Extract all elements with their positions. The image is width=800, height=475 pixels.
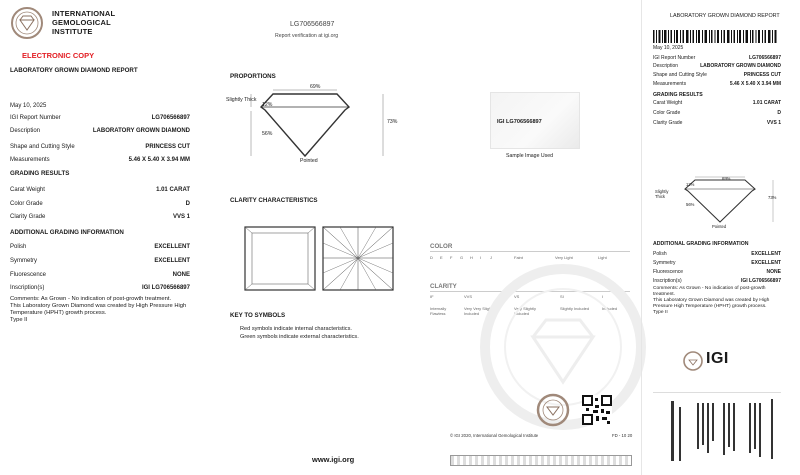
security-strip (450, 455, 632, 466)
rotated-stub-text-icon (653, 393, 781, 467)
right-crown-percent: 12% (686, 182, 695, 187)
additional-row (10, 284, 190, 292)
additional-row (10, 271, 190, 279)
crown-percent: 12% (262, 102, 273, 108)
right-detail-value: PRINCESS CUT (743, 72, 781, 78)
report-type-title: LABORATORY GROWN DIAMOND REPORT (10, 67, 138, 74)
right-date: May 10, 2025 (653, 45, 684, 51)
culet-label: Pointed (300, 158, 318, 164)
right-additional-value: EXCELLENT (751, 251, 781, 257)
right-additional-label: Symmetry (653, 260, 676, 266)
additional-value: EXCELLENT (154, 244, 190, 250)
website-url: www.igi.org (312, 455, 355, 464)
pavilion-percent: 56% (262, 131, 273, 137)
detail-row (10, 156, 190, 164)
clarity-desc: Slightly Included (560, 306, 590, 311)
color-letter: D (430, 255, 433, 260)
igi-logo-mark-icon (683, 351, 703, 371)
right-detail-row (653, 63, 781, 69)
right-detail-label: Shape and Cutting Style (653, 72, 707, 78)
detail-row (10, 114, 190, 122)
clarity-grade: IF (430, 294, 434, 299)
clarity-plot-diagram (240, 225, 400, 295)
institute-line-3: INSTITUTE (52, 27, 93, 36)
right-grading-value: 1.01 CARAT (752, 100, 781, 106)
right-grading-label: Carat Weight (653, 100, 683, 106)
right-additional-value: EXCELLENT (751, 260, 781, 266)
detail-value: 5.46 X 5.40 X 3.94 MM (128, 157, 190, 163)
igi-seal-icon (10, 6, 44, 40)
grading-value: 1.01 CARAT (156, 187, 190, 193)
color-letter: H (470, 255, 473, 260)
key-line-2: Green symbols indicate external characteristics. (240, 334, 359, 340)
sample-inscription: IGI LG706566897 (497, 119, 542, 125)
grading-label: Carat Weight (10, 187, 45, 193)
center-report-number: LG706566897 (290, 21, 335, 28)
right-additional-row (653, 260, 781, 266)
qr-code-icon (582, 395, 612, 425)
form-code: FD - 10 20 (612, 433, 633, 438)
key-to-symbols-title: KEY TO SYMBOLS (230, 312, 286, 319)
right-detail-row (653, 81, 781, 87)
grading-value: D (185, 201, 190, 207)
right-grading-label: Color Grade (653, 110, 681, 116)
key-text (240, 325, 359, 341)
additional-label: Polish (10, 244, 27, 250)
right-comments-text-2: This Laboratory Grown Diamond was created by High Pressure High Temperature (HPHT) growth process. (653, 298, 770, 309)
report-date: May 10, 2025 (10, 103, 47, 109)
right-pavilion-percent: 56% (686, 202, 695, 207)
color-scale-title: COLOR (430, 243, 453, 250)
color-letter: I (480, 255, 482, 260)
right-grading-value: VVS 1 (766, 120, 781, 126)
right-detail-value: LG706566897 (749, 55, 781, 61)
comments-block (10, 296, 190, 324)
right-additional-row (653, 269, 781, 275)
right-depth-percent: 73% (768, 195, 777, 200)
right-grading-label: Clarity Grade (653, 120, 683, 126)
barcode-icon (653, 30, 778, 43)
right-comments-text-3: Type II (653, 310, 668, 315)
copyright-text: © IGI 2020, International Gemological Institute (450, 433, 539, 438)
right-detail-label: Measurements (653, 81, 687, 87)
right-grading-row (653, 110, 781, 116)
clarity-characteristics-title: CLARITY CHARACTERISTICS (230, 197, 318, 204)
right-detail-label: IGI Report Number (653, 55, 696, 61)
additional-label: Inscription(s) (10, 285, 45, 291)
right-report-title: LABORATORY GROWN DIAMOND REPORT (670, 13, 780, 19)
institute-line-1: INTERNATIONAL (52, 9, 116, 18)
detail-label: Measurements (10, 157, 50, 163)
right-additional-row (653, 278, 781, 284)
right-proportions-diagram (655, 172, 780, 232)
additional-label: Symmetry (10, 258, 37, 264)
institute-name (52, 9, 115, 36)
additional-value: NONE (172, 272, 190, 278)
right-detail-row (653, 55, 781, 61)
additional-grading-title: ADDITIONAL GRADING INFORMATION (10, 229, 124, 236)
sample-image (490, 92, 580, 149)
clarity-grade: I (602, 294, 604, 299)
right-additional-title: ADDITIONAL GRADING INFORMATION (653, 241, 749, 247)
detail-row (10, 143, 190, 151)
color-scale-line (430, 251, 630, 252)
grading-row (10, 213, 190, 221)
right-grading-row (653, 120, 781, 126)
clarity-desc: Included (602, 306, 618, 311)
detail-value: LABORATORY GROWN DIAMOND (92, 128, 190, 134)
girdle-label: Slightly Thick (226, 97, 257, 103)
color-range-label: Light (598, 255, 607, 260)
right-girdle-label: Slightly Thick (655, 189, 669, 199)
clarity-desc: Very Slightly Included (514, 306, 537, 316)
grading-row (10, 200, 190, 208)
color-range-label: Faint (514, 255, 523, 260)
detail-label: Description (10, 128, 41, 134)
verification-text: Report verification at igi.org (275, 33, 339, 39)
right-grading-row (653, 100, 781, 106)
clarity-desc: Internally Flawless (430, 306, 447, 316)
clarity-grade: VVS (464, 294, 473, 299)
right-comments-block (653, 286, 781, 316)
additional-row (10, 243, 190, 251)
sample-caption: Sample Image Used (506, 153, 553, 159)
detail-value: PRINCESS CUT (145, 144, 190, 150)
right-table-percent: 69% (722, 176, 731, 181)
grading-results-title: GRADING RESULTS (10, 170, 70, 177)
right-additional-label: Fluorescence (653, 269, 684, 275)
right-detail-value: 5.46 X 5.40 X 3.94 MM (729, 81, 781, 87)
grading-label: Color Grade (10, 201, 43, 207)
footer-seal-icon (536, 393, 570, 427)
key-line-1: Red symbols indicate internal characteristics. (240, 326, 352, 332)
right-additional-row (653, 251, 781, 257)
color-letter: E (440, 255, 443, 260)
detail-value: LG706566897 (151, 115, 190, 121)
right-additional-label: Inscription(s) (653, 278, 682, 284)
color-letter: G (460, 255, 464, 260)
electronic-copy-label: ELECTRONIC COPY (22, 51, 95, 60)
right-detail-value: LABORATORY GROWN DIAMOND (700, 63, 781, 69)
right-detail-row (653, 72, 781, 78)
right-detail-label: Description (653, 63, 679, 69)
table-percent: 69% (310, 84, 321, 90)
detail-label: IGI Report Number (10, 115, 61, 121)
detail-row (10, 127, 190, 135)
additional-label: Fluorescence (10, 272, 47, 278)
right-additional-value: IGI LG706566897 (740, 278, 781, 284)
color-range-label: Very Light (555, 255, 573, 260)
proportions-title: PROPORTIONS (230, 73, 276, 80)
clarity-grade: SI (560, 294, 564, 299)
additional-row (10, 257, 190, 265)
additional-value: EXCELLENT (154, 258, 190, 264)
detail-label: Shape and Cutting Style (10, 144, 75, 150)
right-comments-text: Comments: As Grown - No indication of post-growth treatment. (653, 286, 766, 297)
comments-text: Comments: As Grown - No indication of post-growth treatment. (10, 296, 172, 302)
igi-logo-text: IGI (706, 350, 729, 367)
grading-value: VVS 1 (172, 214, 190, 220)
rotated-stub (653, 392, 781, 467)
depth-percent: 73% (387, 119, 398, 125)
clarity-desc: Very Very Slightly Included (464, 306, 496, 316)
institute-line-2: GEMOLOGICAL (52, 18, 111, 27)
right-additional-label: Polish (653, 251, 667, 257)
right-additional-value: NONE (766, 269, 781, 275)
color-letter: F (450, 255, 453, 260)
clarity-grade: VS (514, 294, 520, 299)
right-culet-label: Pointed (712, 224, 727, 229)
comments-text-3: Type II (10, 317, 28, 323)
comments-text-2: This Laboratory Grown Diamond was created by High Pressure High Temperature (HPHT) growth process. (10, 303, 187, 316)
column-divider (641, 0, 642, 475)
color-letter: J (490, 255, 492, 260)
grading-label: Clarity Grade (10, 214, 46, 220)
clarity-scale-title: CLARITY (430, 283, 457, 290)
right-grading-title: GRADING RESULTS (653, 92, 703, 98)
right-grading-value: D (777, 110, 781, 116)
grading-row (10, 186, 190, 194)
additional-value: IGI LG706566897 (141, 285, 190, 291)
